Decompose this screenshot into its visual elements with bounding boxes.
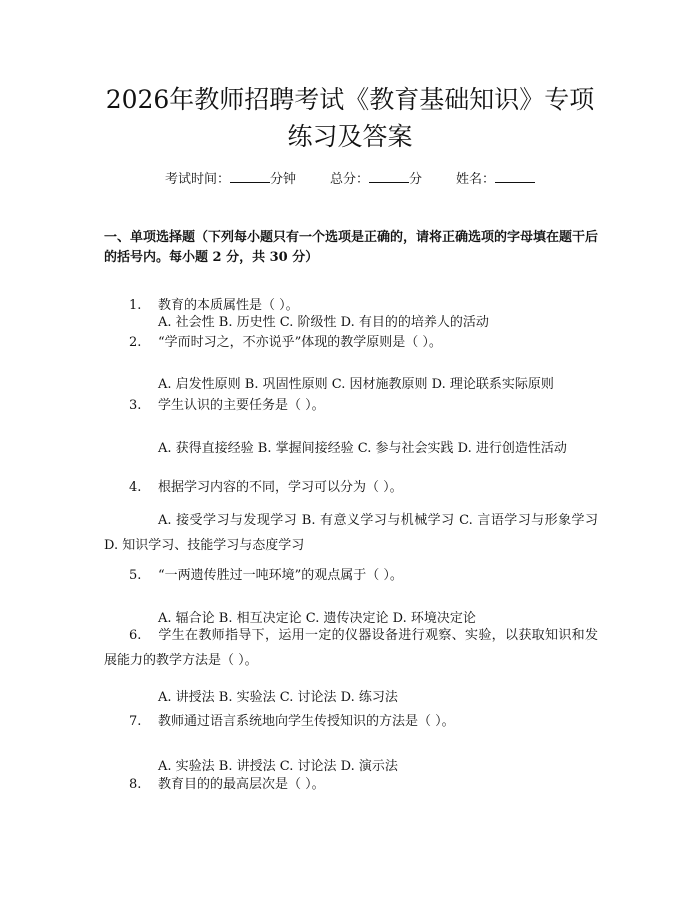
- question-stem: “学而时习之，不亦说乎”体现的教学原则是（ ）。: [158, 335, 442, 350]
- question-stem: 教师通过语言系统地向学生传授知识的方法是（ ）。: [158, 714, 455, 729]
- options-text: A. 社会性 B. 历史性 C. 阶级性 D. 有目的的培养人的活动: [158, 315, 489, 330]
- options-text: A. 实验法 B. 讲授法 C. 讨论法 D. 演示法: [158, 759, 398, 774]
- score-unit: 分: [409, 172, 423, 187]
- exam-info-line: [0, 169, 700, 189]
- options-text: A. 接受学习与发现学习 B. 有意义学习与机械学习 C. 言语学习与形象学习 D. 知识学习、技能学习与态度学习: [104, 513, 598, 553]
- question-3: [104, 393, 598, 418]
- question-6: [104, 623, 598, 673]
- question-number: 6.: [129, 628, 142, 643]
- score-blank: [369, 169, 409, 183]
- question-number: 2.: [129, 335, 142, 350]
- score-label: 总分：: [329, 172, 369, 187]
- time-blank: [230, 169, 270, 183]
- question-stem: 根据学习内容的不同，学习可以分为（ ）。: [158, 480, 403, 495]
- options-text: A. 获得直接经验 B. 掌握间接经验 C. 参与社会实践 D. 进行创造性活动: [158, 441, 567, 456]
- name-label: 姓名：: [456, 172, 496, 187]
- question-stem: 教育的本质属性是（ ）。: [158, 298, 299, 313]
- question-5: [104, 563, 598, 588]
- options-text: A. 讲授法 B. 实验法 C. 讨论法 D. 练习法: [158, 690, 398, 705]
- question-4-options: [104, 508, 598, 558]
- question-8: [104, 772, 598, 797]
- question-stem: 教育目的的最高层次是（ ）。: [158, 777, 325, 792]
- name-blank: [495, 169, 535, 183]
- options-text: A. 启发性原则 B. 巩固性原则 C. 因材施教原则 D. 理论联系实际原则: [158, 377, 554, 392]
- question-7: [104, 709, 598, 734]
- time-unit: 分钟: [269, 172, 296, 187]
- question-number: 1.: [129, 298, 142, 313]
- question-number: 8.: [129, 777, 142, 792]
- document-title-line2: 练习及答案: [287, 122, 413, 151]
- question-stem: “一两遗传胜过一吨环境”的观点属于（ ）。: [158, 568, 403, 583]
- question-number: 4.: [129, 480, 142, 495]
- document-title-line1: 2026年教师招聘考试《教育基础知识》专项: [105, 85, 595, 114]
- question-number: 3.: [129, 398, 142, 413]
- question-2: [104, 330, 598, 355]
- options-text: A. 辐合论 B. 相互决定论 C. 遗传决定论 D. 环境决定论: [158, 611, 476, 626]
- question-stem: 学生在教师指导下，运用一定的仪器设备进行观察、实验，以获取知识和发展能力的教学方法是（ ）。: [104, 628, 598, 668]
- section-heading: 一、单项选择题（下列每小题只有一个选项是正确的，请将正确选项的字母填在题干后的括号内。每小题 2 分，共 30 分）: [104, 230, 599, 265]
- question-number: 7.: [129, 714, 142, 729]
- question-3-options: [104, 436, 598, 461]
- question-number: 5.: [129, 568, 142, 583]
- question-stem: 学生认识的主要任务是（ ）。: [158, 398, 325, 413]
- question-6-options: [104, 685, 598, 710]
- time-label: 考试时间：: [164, 172, 230, 187]
- question-4: [104, 475, 598, 500]
